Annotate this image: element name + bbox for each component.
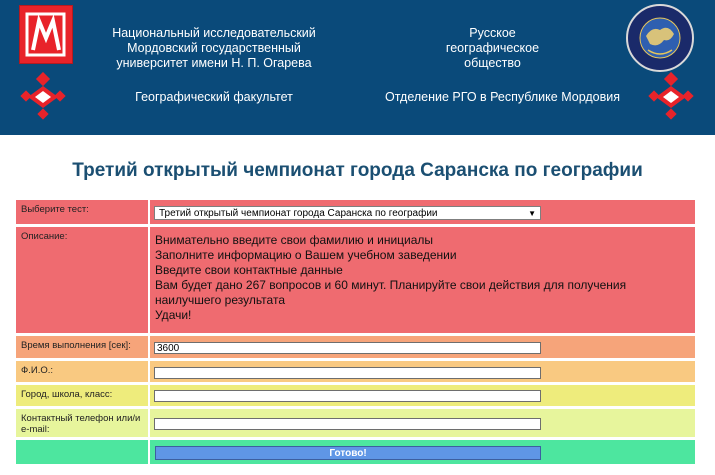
university-name: Национальный исследовательский Мордовский государственный университет имени Н. П. Огарева (112, 26, 316, 70)
mordovian-ornament-icon (648, 72, 694, 122)
description-label: Описание: (16, 227, 150, 333)
test-label: Выберите тест: (16, 200, 150, 224)
form-row-submit (16, 439, 695, 465)
form-row-time (16, 335, 695, 359)
school-field[interactable] (154, 390, 541, 402)
form-row-name (16, 360, 695, 383)
rgo-name: Русское географическое общество (445, 26, 540, 70)
mordovian-ornament-icon (20, 72, 66, 122)
rgo-emblem (626, 4, 694, 72)
name-field[interactable] (154, 367, 541, 379)
form-row-contact (16, 408, 695, 438)
name-label: Ф.И.О.: (16, 361, 150, 382)
form-row-description (16, 226, 695, 334)
site-header (0, 0, 715, 135)
form-row-test (16, 199, 695, 225)
page-title: Третий открытый чемпионат города Саранска по географии (72, 160, 643, 181)
test-select-value: Третий открытый чемпионат города Саранска по географии (159, 208, 438, 219)
faculty-name: Географический факультет (135, 90, 293, 104)
submit-button[interactable]: Готово! (155, 446, 541, 460)
description-text (155, 233, 665, 323)
contact-field[interactable] (154, 418, 541, 430)
submit-label-cell (16, 440, 150, 464)
school-label: Город, школа, класс: (16, 385, 150, 406)
form-row-school (16, 384, 695, 407)
university-logo (19, 5, 73, 64)
chevron-down-icon[interactable]: ▼ (528, 209, 536, 218)
description-line: Удачи! (155, 308, 192, 322)
description-line: Вам будет дано 267 вопросов и 60 минут. Планируйте свои действия для получения (155, 278, 627, 292)
description-line: Заполните информацию о Вашем учебном заведении (155, 248, 457, 262)
time-field[interactable]: 3600 (154, 342, 541, 354)
test-select[interactable] (154, 206, 541, 220)
contact-label: Контактный телефон или/и e-mail: (16, 409, 150, 437)
description-line: Внимательно введите свои фамилию и инициалы (155, 233, 434, 247)
rgo-department: Отделение РГО в Республике Мордовия (385, 90, 620, 104)
time-label: Время выполнения [сек]: (16, 336, 150, 358)
description-line: Введите свои контактные данные (155, 263, 343, 277)
description-line: наилучшего результата (155, 293, 285, 307)
test-form (16, 199, 695, 465)
